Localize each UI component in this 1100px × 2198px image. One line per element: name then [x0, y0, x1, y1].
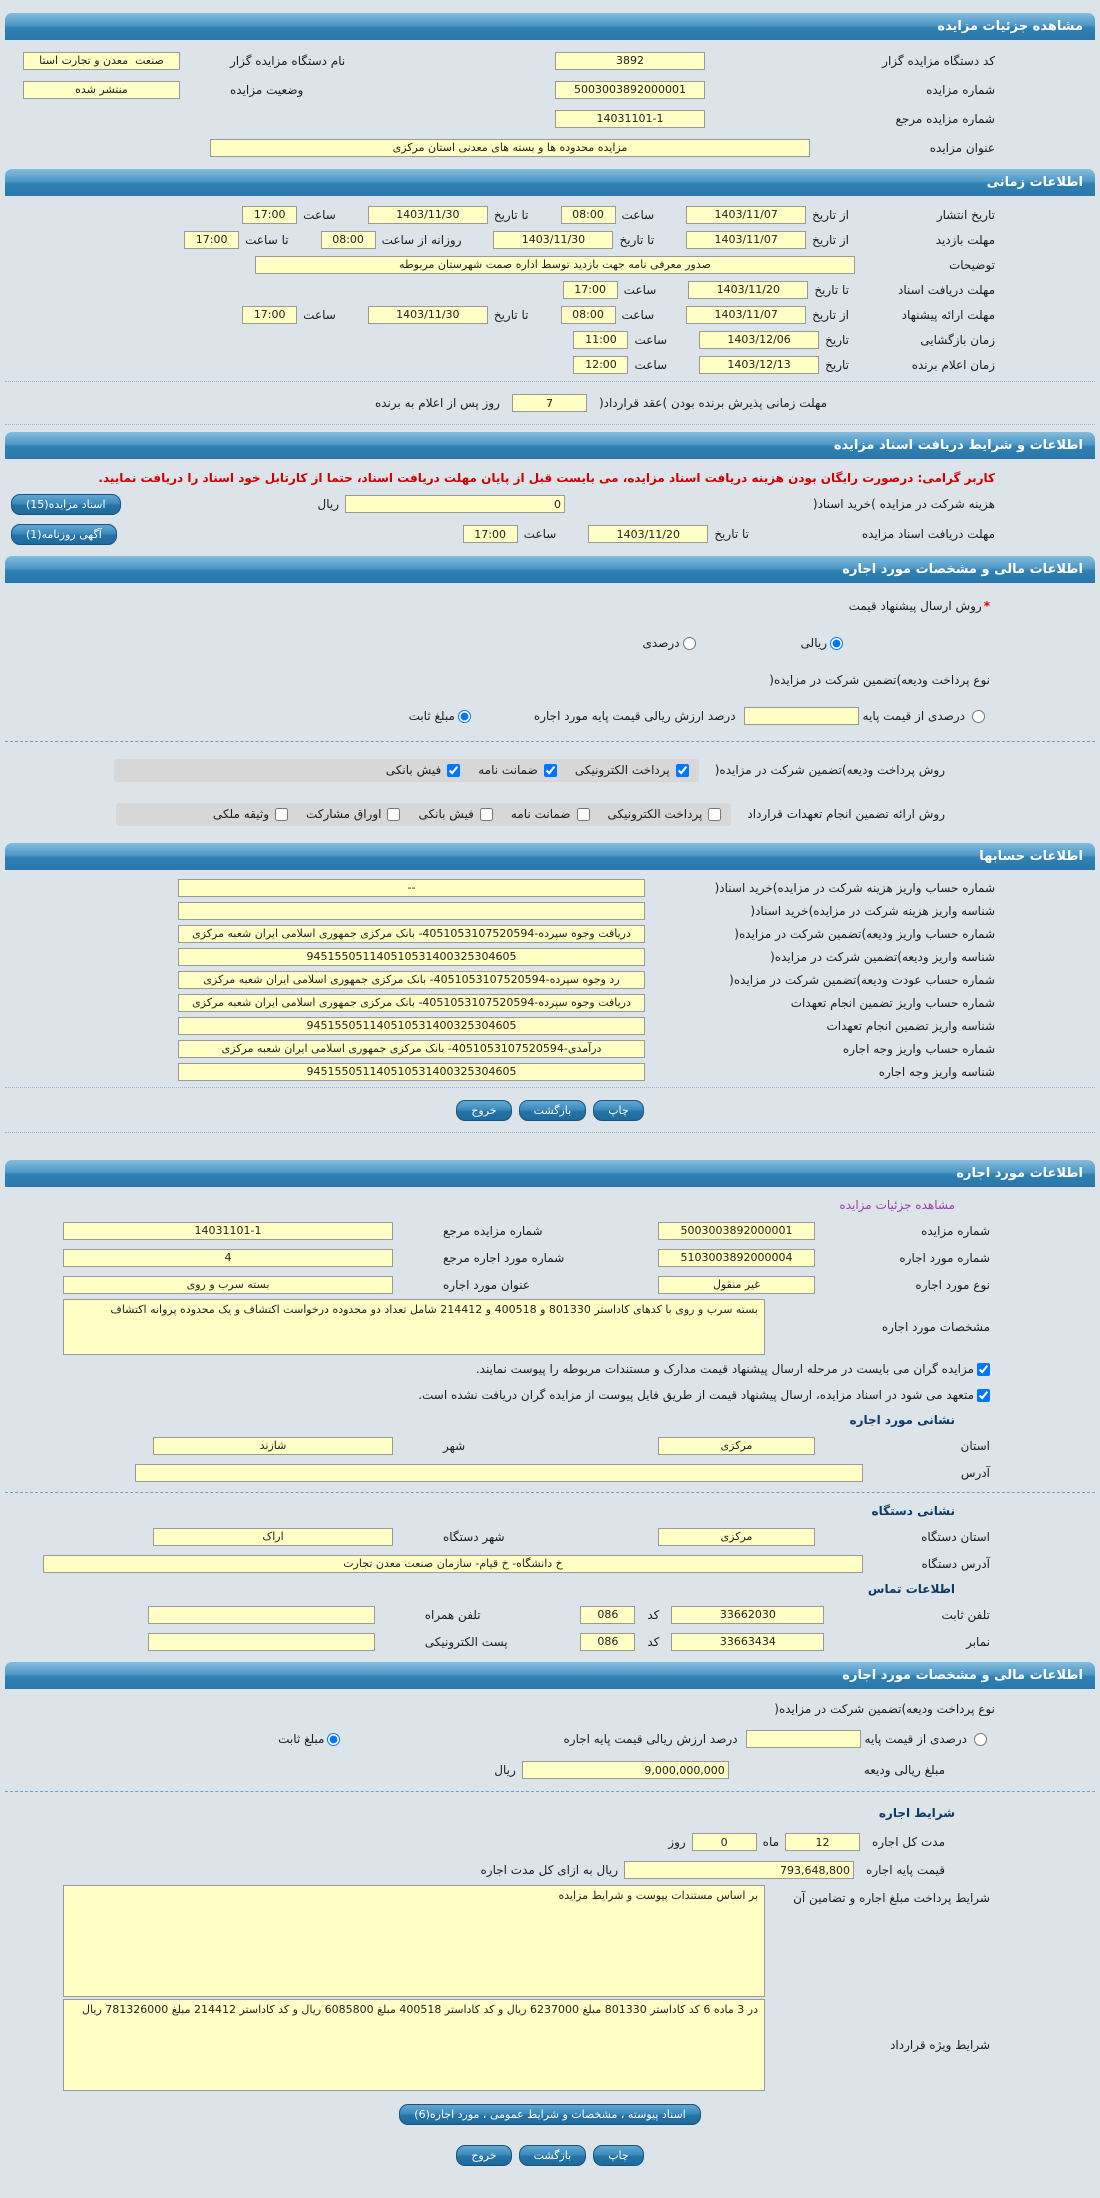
- date-label: تاریخ: [825, 332, 849, 347]
- account-label: شناسه واریز هزینه شرکت در مزایده)خرید اسناد(: [750, 903, 995, 918]
- doc-deadline-label: مهلت دریافت اسناد: [897, 282, 995, 297]
- hour-label: ساعت: [634, 357, 668, 372]
- bank-receipt-checkbox[interactable]: [447, 764, 460, 777]
- item-province-input[interactable]: [658, 1437, 815, 1455]
- guarantee-method-option: [306, 807, 400, 821]
- auction-docs-button[interactable]: اسناد مزایده(15): [11, 494, 121, 515]
- deposit-method-strip: [114, 759, 699, 782]
- visit-to-date-input[interactable]: [493, 231, 613, 249]
- account-row: [5, 968, 1095, 991]
- guarantee-method-option: [418, 807, 492, 821]
- duration-days-input[interactable]: [692, 1833, 757, 1851]
- panel2-actions-row: [5, 2136, 1095, 2174]
- offer-to-time-input[interactable]: [242, 306, 297, 324]
- day-label: روز: [668, 1835, 686, 1849]
- deposit-percent-label: درصدی از قیمت پایه: [862, 709, 965, 723]
- account-label: شناسه واریز ودیعه)تضمین شرکت در مزایده(: [770, 949, 995, 964]
- device-name-input[interactable]: [23, 52, 180, 70]
- item-description-textarea[interactable]: [63, 1299, 765, 1355]
- doc-receive-time-input[interactable]: [463, 525, 518, 543]
- guarantee-method-option: [608, 807, 722, 821]
- date-label: تاریخ: [825, 357, 849, 372]
- winner-announce-label: زمان اعلام برنده: [911, 357, 995, 372]
- item-type-label: نوع مورد اجاره: [915, 1277, 990, 1292]
- doc-fee-row: [5, 489, 1095, 519]
- docs-section-header: [5, 432, 1095, 459]
- guarantee-method-option: [511, 807, 590, 821]
- winner-accept-suffix: روز پس از اعلام به برنده: [374, 396, 500, 410]
- base-price-label: قیمت پایه اجاره: [866, 1863, 945, 1877]
- separator: [5, 1492, 1095, 1493]
- electronic-payment-checkbox[interactable]: [676, 764, 689, 777]
- account-label: شماره حساب عودت ودیعه)تضمین شرکت در مزایده(: [729, 972, 995, 987]
- timing-section-title: اطلاعات زمانی: [986, 175, 1083, 190]
- winner-date-input[interactable]: [699, 356, 819, 374]
- option-label: فیش بانکی: [385, 763, 442, 777]
- deposit-fixed-radio[interactable]: [458, 710, 471, 723]
- auction-title-input[interactable]: [210, 139, 810, 157]
- fax-code-input[interactable]: [580, 1633, 635, 1651]
- publish-from-time-input[interactable]: [561, 206, 616, 224]
- item-province-label: استان: [960, 1438, 990, 1453]
- account-row: [5, 1014, 1095, 1037]
- doc-receive-date-input[interactable]: [588, 525, 708, 543]
- account-input[interactable]: [178, 1040, 645, 1058]
- rial-label: ریال: [494, 1763, 516, 1777]
- docs-warning-text: کاربر گرامی: درصورت رایگان بودن هزینه دریافت اسناد مزایده، می بایست قبل از پایان مهلت دریافت اسناد، حتما از کارتابل خود اسناد را دریافت نمایید.: [98, 471, 995, 485]
- item-city-label: شهر: [443, 1438, 466, 1453]
- device-address-label: آدرس دستگاه: [921, 1556, 990, 1571]
- details-section-title: مشاهده جزئیات مزایده: [937, 19, 1083, 34]
- doc-receive-deadline-row: [5, 519, 1095, 549]
- account-row: [5, 1037, 1095, 1060]
- device-address-input[interactable]: [43, 1555, 863, 1573]
- device-row: [5, 46, 1095, 75]
- panel1-actions-row: [5, 1092, 1095, 1128]
- separator: [5, 1791, 1095, 1792]
- view-auction-details-link[interactable]: مشاهده جزئیات مزایده: [839, 1198, 955, 1212]
- item-city-input[interactable]: [153, 1437, 393, 1455]
- account-input[interactable]: [178, 948, 645, 966]
- item-deposit-fixed-label: مبلغ ثابت: [278, 1732, 325, 1746]
- deposit-percent-input[interactable]: [744, 707, 859, 725]
- item-financial-section-header: [5, 1662, 1095, 1689]
- auction-number-row: [5, 75, 1095, 104]
- area-code-label: کد: [647, 1607, 660, 1622]
- special-terms-label: شرایط ویژه قرارداد: [890, 2038, 990, 2052]
- item-deposit-fixed-radio[interactable]: [327, 1733, 340, 1746]
- back-button[interactable]: بازگشت: [519, 2145, 587, 2166]
- attach-required-row: [5, 1356, 1095, 1382]
- fax-label: نمابر: [966, 1634, 990, 1649]
- winner-accept-label: مهلت زمانی پذیرش برنده بودن )عقد قرارداد(: [598, 396, 827, 410]
- no-file-offer-checkbox[interactable]: [977, 1389, 990, 1402]
- terms-group-label: شرایط اجاره: [878, 1806, 955, 1820]
- account-label: شماره حساب واریز تضمین انجام تعهدات: [790, 995, 995, 1010]
- duration-months-input[interactable]: [785, 1833, 860, 1851]
- doc-fee-label: هزینه شرکت در مزایده )خرید اسناد(: [812, 497, 995, 511]
- item-deposit-percent-suffix: درصد ارزش ریالی قیمت پایه اجاره: [563, 1732, 738, 1746]
- deposit-method-row: [5, 748, 1095, 792]
- account-label: شناسه واریز تضمین انجام تعهدات: [826, 1018, 995, 1033]
- from-date-label: از تاریخ: [812, 232, 849, 247]
- item-address-input[interactable]: [135, 1464, 863, 1482]
- item-address-row: [5, 1459, 1095, 1486]
- item-description-row: [5, 1298, 1095, 1356]
- deposit-amount-row: [5, 1755, 1095, 1785]
- guarantee-method-strip: [116, 803, 731, 826]
- separator: [5, 741, 1095, 742]
- device-address-row: [5, 1550, 1095, 1577]
- month-label: ماه: [762, 1835, 780, 1849]
- account-input[interactable]: [178, 925, 645, 943]
- item-type-input[interactable]: [658, 1276, 815, 1294]
- participation-bonds-checkbox[interactable]: [387, 808, 400, 821]
- attach-required-checkbox[interactable]: [977, 1363, 990, 1376]
- item-deposit-percent-radio[interactable]: [974, 1733, 987, 1746]
- mobile-input[interactable]: [148, 1606, 375, 1624]
- attachments-row: [5, 2092, 1095, 2136]
- percent-option-label: درصدی: [642, 636, 680, 650]
- device-city-input[interactable]: [153, 1528, 393, 1546]
- publish-date-label: تاریخ انتشار: [936, 207, 995, 222]
- item-auction-number-label: شماره مزایده: [921, 1223, 990, 1238]
- notes-label: توضیحات: [948, 257, 995, 272]
- device-province-input[interactable]: [658, 1528, 815, 1546]
- back-button[interactable]: بازگشت: [519, 1100, 587, 1121]
- to-date-label: تا تاریخ: [493, 307, 529, 322]
- doc-receive-deadline-label: مهلت دریافت اسناد مزایده: [861, 527, 995, 541]
- rial-radio[interactable]: [830, 637, 843, 650]
- guarantee-method-label: روش ارائه تضمین انجام تعهدات قرارداد: [747, 807, 945, 821]
- separator: [5, 424, 1095, 425]
- special-terms-textarea[interactable]: [63, 1999, 765, 2091]
- item-auction-number-input[interactable]: [658, 1222, 815, 1240]
- hour-label: ساعت: [634, 332, 668, 347]
- item-deposit-percent-input[interactable]: [746, 1730, 861, 1748]
- option-label: ضمانت نامه: [478, 763, 538, 777]
- account-row: [5, 876, 1095, 899]
- daily-from-hour-label: روزانه از ساعت: [381, 232, 462, 247]
- base-price-row: [5, 1856, 1095, 1884]
- visit-from-time-input[interactable]: [321, 231, 376, 249]
- contact-group-row: [5, 1577, 1095, 1601]
- guarantee-method-row: [5, 792, 1095, 836]
- device-name-label: نام دستگاه مزایده گزار: [230, 53, 346, 68]
- timing-section-header: [5, 169, 1095, 196]
- payment-terms-label: شرایط پرداخت مبلغ اجاره و تضامین آن: [793, 1891, 990, 1905]
- account-label: شماره حساب واریز هزینه شرکت در مزایده)خرید اسناد(: [714, 880, 995, 895]
- visit-deadline-label: مهلت بازدید: [935, 232, 995, 247]
- hour-label: ساعت: [621, 207, 655, 222]
- device-code-label: کد دستگاه مزایده گزار: [882, 53, 995, 68]
- option-label: اوراق مشارکت: [306, 807, 382, 821]
- account-input[interactable]: [178, 1063, 645, 1081]
- auction-ref-input[interactable]: [555, 110, 705, 128]
- offer-deadline-row: [5, 302, 1095, 327]
- account-row: [5, 991, 1095, 1014]
- auction-number-input[interactable]: [555, 81, 705, 99]
- terms-group-row: [5, 1798, 1095, 1828]
- deposit-method-option: [478, 763, 557, 777]
- auction-title-row: [5, 133, 1095, 162]
- account-row: [5, 899, 1095, 922]
- notes-input[interactable]: [255, 256, 855, 274]
- hour-label: ساعت: [303, 207, 336, 222]
- area-code-label: کد: [647, 1634, 660, 1649]
- guarantee-method-option: [213, 807, 288, 821]
- device-address-group-row: [5, 1499, 1095, 1523]
- phone-row: [5, 1601, 1095, 1628]
- no-file-offer-row: [5, 1382, 1095, 1408]
- item-address-group-label: نشانی مورد اجاره: [849, 1413, 955, 1427]
- doc-deadline-time-input[interactable]: [563, 281, 618, 299]
- view-details-row: [5, 1193, 1095, 1217]
- account-row: [5, 1060, 1095, 1083]
- mobile-label: تلفن همراه: [424, 1607, 481, 1622]
- deposit-type-label-row: [5, 663, 1095, 697]
- deposit-percent-suffix: درصد ارزش ریالی قیمت پایه مورد اجاره: [533, 709, 736, 723]
- separator: [5, 1087, 1095, 1088]
- item-title-label: عنوان مورد اجاره: [443, 1277, 531, 1292]
- account-input[interactable]: [178, 994, 645, 1012]
- deposit-method-option: [575, 763, 689, 777]
- panel-gap: [5, 1137, 1095, 1153]
- item-province-city-row: [5, 1432, 1095, 1459]
- price-method-label-row: [5, 589, 1095, 623]
- hour-label: ساعت: [523, 527, 557, 541]
- publish-from-date-input[interactable]: [686, 206, 806, 224]
- phone-code-input[interactable]: [580, 1606, 635, 1624]
- hour-label: ساعت: [621, 307, 655, 322]
- base-price-suffix: ریال به ازای کل مدت اجاره: [480, 1863, 619, 1877]
- contact-group-label: اطلاعات تماس: [867, 1582, 955, 1596]
- rial-option-label: ریالی: [800, 636, 827, 650]
- account-input[interactable]: [178, 902, 645, 920]
- item-auction-ref-input[interactable]: [63, 1222, 393, 1240]
- item-description-label: مشخصات مورد اجاره: [881, 1320, 990, 1334]
- payment-terms-textarea[interactable]: [63, 1885, 765, 1997]
- item-section-title: اطلاعات مورد اجاره: [956, 1166, 1083, 1181]
- auction-number-label: شماره مزایده: [926, 82, 995, 97]
- auction-ref-row: [5, 104, 1095, 133]
- print-button[interactable]: چاپ: [593, 1100, 644, 1121]
- docs-section-title: اطلاعات و شرایط دریافت اسناد مزایده: [833, 438, 1083, 453]
- from-date-label: از تاریخ: [812, 207, 849, 222]
- account-row: [5, 922, 1095, 945]
- offer-from-time-input[interactable]: [561, 306, 616, 324]
- auction-ref-label: شماره مزایده مرجع: [895, 111, 995, 126]
- separator: [5, 1132, 1095, 1133]
- item-number-input[interactable]: [658, 1249, 815, 1267]
- separator: [5, 381, 1095, 382]
- item-type-row: [5, 1271, 1095, 1298]
- option-label: فیش بانکی: [418, 807, 474, 821]
- email-input[interactable]: [148, 1633, 375, 1651]
- account-row: [5, 945, 1095, 968]
- item-deposit-type-label-row: [5, 1695, 1095, 1723]
- required-asterisk: *: [983, 599, 990, 613]
- account-label: شماره حساب واریز ودیعه)تضمین شرکت در مزایده(: [734, 926, 995, 941]
- opening-time-label: زمان بازگشایی: [920, 332, 995, 347]
- item-financial-section-title: اطلاعات مالی و مشخصات مورد اجاره: [842, 1668, 1083, 1683]
- item-ref-input[interactable]: [63, 1249, 393, 1267]
- item-auction-number-row: [5, 1217, 1095, 1244]
- account-input[interactable]: [178, 1017, 645, 1035]
- device-province-city-row: [5, 1523, 1095, 1550]
- item-section-header: [5, 1160, 1095, 1187]
- deposit-type-label: نوع پرداخت ودیعه)تضمین شرکت در مزایده(: [769, 673, 990, 687]
- electronic-payment-checkbox[interactable]: [708, 808, 721, 821]
- financial-section-header: [5, 556, 1095, 583]
- deposit-type-options-row: [5, 697, 1095, 735]
- print-button[interactable]: چاپ: [593, 2145, 644, 2166]
- publish-to-time-input[interactable]: [242, 206, 297, 224]
- account-label: شناسه واریز وجه اجاره: [878, 1064, 995, 1079]
- auction-status-label: وضعیت مزایده: [230, 82, 304, 97]
- base-price-input[interactable]: [624, 1861, 854, 1879]
- percent-radio[interactable]: [683, 637, 696, 650]
- from-date-label: از تاریخ: [812, 307, 849, 322]
- to-date-label: تا تاریخ: [619, 232, 655, 247]
- special-terms-row: [5, 1998, 1095, 2092]
- item-deposit-type-options-row: [5, 1723, 1095, 1755]
- option-label: ضمانت نامه: [510, 807, 571, 821]
- auction-title-label: عنوان مزایده: [929, 140, 995, 155]
- account-input[interactable]: [178, 879, 645, 897]
- winner-time-input[interactable]: [573, 356, 628, 374]
- winner-accept-days-input[interactable]: [512, 394, 587, 412]
- guarantee-letter-checkbox[interactable]: [544, 764, 557, 777]
- email-label: پست الکترونیکی: [424, 1634, 508, 1649]
- bank-receipt-checkbox[interactable]: [480, 808, 493, 821]
- accounts-section-header: [5, 843, 1095, 870]
- to-date-label: تا تاریخ: [814, 282, 849, 297]
- guarantee-letter-checkbox[interactable]: [577, 808, 590, 821]
- device-code-input[interactable]: [555, 52, 705, 70]
- no-file-offer-label: متعهد می شود در اسناد مزایده، ارسال پیشنهاد قیمت از طریق فایل پیوست از مزایده گران دریافت نشده است.: [418, 1388, 974, 1402]
- item-deposit-type-label: نوع پرداخت ودیعه)تضمین شرکت در مزایده(: [774, 1702, 995, 1716]
- opening-time-row: [5, 327, 1095, 352]
- rial-label: ریال: [317, 497, 339, 511]
- payment-terms-row: [5, 1884, 1095, 1998]
- item-title-input[interactable]: [63, 1276, 393, 1294]
- exit-button[interactable]: خروج: [456, 2145, 511, 2166]
- offer-from-date-input[interactable]: [686, 306, 806, 324]
- price-method-options-row: [5, 623, 1095, 663]
- attachments-button[interactable]: اسناد پیوسته ، مشخصات و شرایط عمومی ، مورد اجاره(6): [399, 2104, 700, 2125]
- item-number-label: شماره مورد اجاره: [899, 1250, 990, 1265]
- newspaper-ad-button[interactable]: آگهی روزنامه(1): [11, 524, 117, 545]
- device-province-label: استان دستگاه: [921, 1529, 990, 1544]
- fax-input[interactable]: [671, 1633, 824, 1651]
- visit-to-time-input[interactable]: [184, 231, 239, 249]
- option-label: پرداخت الکترونیکی: [607, 807, 703, 821]
- deposit-amount-label: مبلغ ریالی ودیعه: [863, 1763, 945, 1777]
- doc-fee-input[interactable]: [345, 495, 565, 513]
- account-label: شماره حساب واریز وجه اجاره: [842, 1041, 995, 1056]
- details-section-header: [5, 13, 1095, 40]
- item-number-row: [5, 1244, 1095, 1271]
- item-ref-label: شماره مورد اجاره مرجع: [443, 1250, 565, 1265]
- phone-label: تلفن ثابت: [941, 1607, 990, 1622]
- item-address-label: آدرس: [960, 1465, 990, 1480]
- publish-to-date-input[interactable]: [368, 206, 488, 224]
- financial-section-title: اطلاعات مالی و مشخصات مورد اجاره: [842, 562, 1083, 577]
- deposit-method-label: روش پرداخت ودیعه)تضمین شرکت در مزایده(: [714, 763, 945, 777]
- publish-date-row: [5, 202, 1095, 227]
- to-hour-label: تا ساعت: [245, 232, 289, 247]
- phone-input[interactable]: [671, 1606, 824, 1624]
- duration-row: [5, 1828, 1095, 1856]
- offer-deadline-label: مهلت ارائه پیشنهاد: [901, 307, 995, 322]
- deposit-percent-radio[interactable]: [972, 710, 985, 723]
- offer-to-date-input[interactable]: [368, 306, 488, 324]
- property-collateral-checkbox[interactable]: [275, 808, 288, 821]
- visit-from-date-input[interactable]: [686, 231, 806, 249]
- duration-label: مدت کل اجاره: [872, 1835, 945, 1849]
- item-auction-ref-label: شماره مزایده مرجع: [443, 1223, 543, 1238]
- winner-announce-row: [5, 352, 1095, 377]
- option-label: پرداخت الکترونیکی: [574, 763, 670, 777]
- account-input[interactable]: [178, 971, 645, 989]
- notes-row: [5, 252, 1095, 277]
- accounts-section-title: اطلاعات حسابها: [979, 849, 1083, 864]
- winner-accept-row: [5, 386, 1095, 420]
- deposit-amount-input[interactable]: [522, 1761, 729, 1779]
- deposit-method-option: [386, 763, 460, 777]
- opening-date-input[interactable]: [699, 331, 819, 349]
- doc-deadline-date-input[interactable]: [688, 281, 808, 299]
- device-city-label: شهر دستگاه: [443, 1529, 505, 1544]
- visit-deadline-row: [5, 227, 1095, 252]
- item-address-group-row: [5, 1408, 1095, 1432]
- to-date-label: تا تاریخ: [493, 207, 529, 222]
- exit-button[interactable]: خروج: [456, 1100, 511, 1121]
- fax-row: [5, 1628, 1095, 1655]
- opening-time-input[interactable]: [573, 331, 628, 349]
- hour-label: ساعت: [623, 282, 657, 297]
- attach-required-label: مزایده گران می بایست در مرحله ارسال پیشنهاد قیمت مدارک و مستندات مربوطه را پیوست نمایند.: [475, 1362, 974, 1376]
- item-deposit-percent-label: درصدی از قیمت پایه: [864, 1732, 967, 1746]
- to-date-label: تا تاریخ: [714, 527, 749, 541]
- price-method-label: روش ارسال پیشنهاد قیمت: [848, 599, 982, 613]
- option-label: وثیقه ملکی: [212, 807, 270, 821]
- deposit-fixed-label: مبلغ ثابت: [408, 709, 455, 723]
- doc-deadline-row: [5, 277, 1095, 302]
- device-address-group-label: نشانی دستگاه: [871, 1504, 955, 1518]
- auction-status-input[interactable]: [23, 81, 180, 99]
- hour-label: ساعت: [303, 307, 336, 322]
